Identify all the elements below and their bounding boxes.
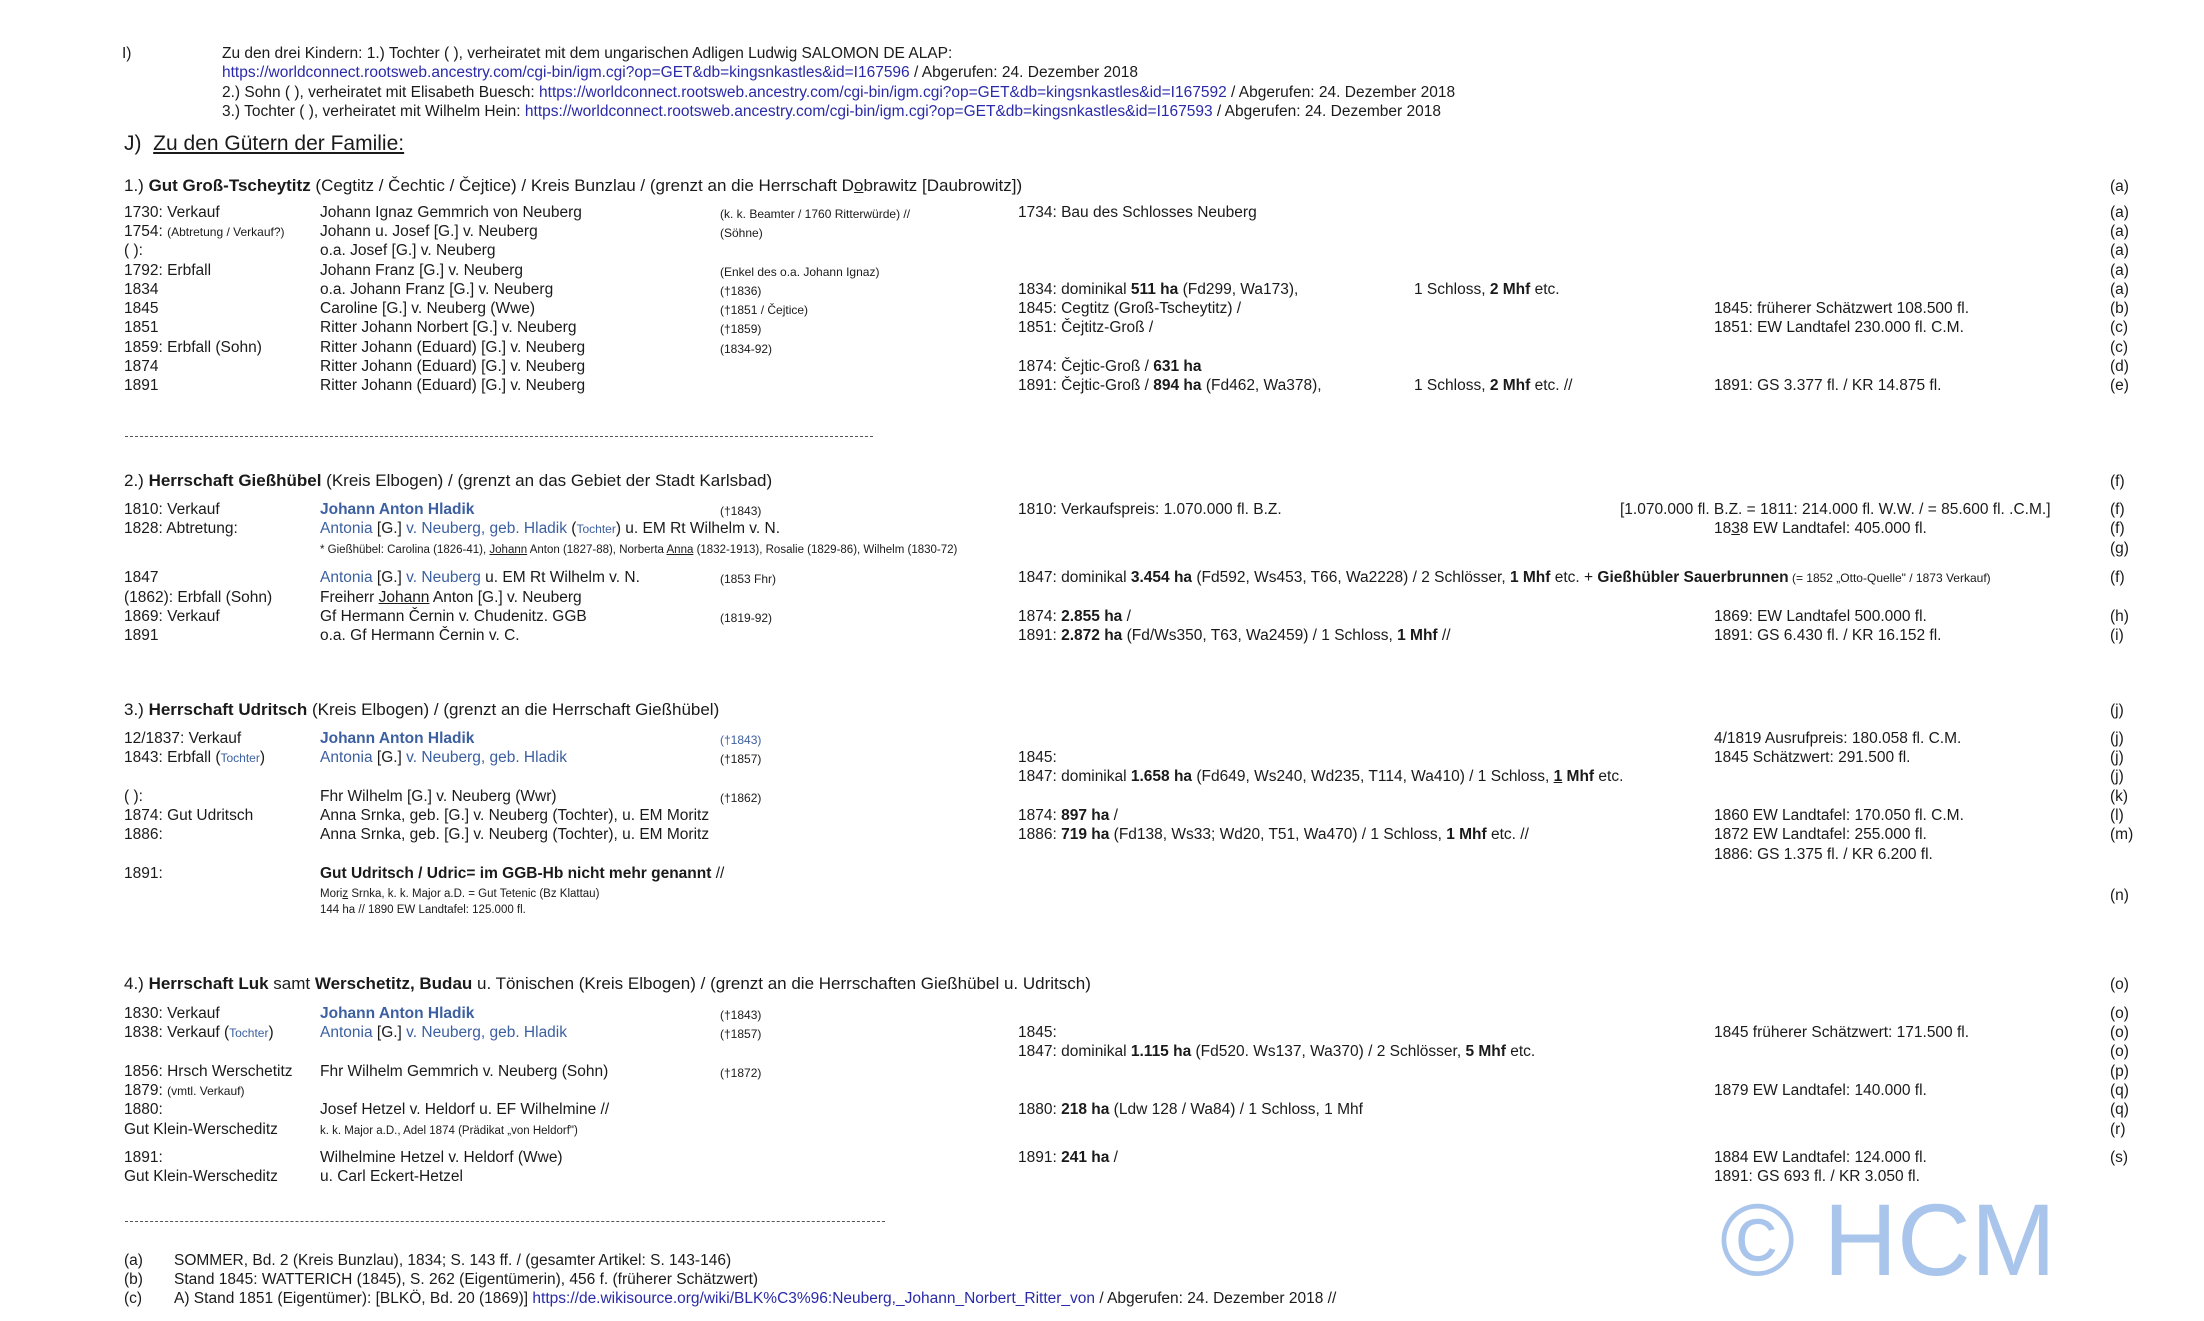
footnote-text: A) Stand 1851 (Eigentümer): [BLKÖ, Bd. 20 (1869)] https://de.wikisource.org/wiki/BLK%C3%96:Neuberg,_Johann_Norbert_Ritter_von / Abgerufen: 24. Dezember 2018 // (174, 1290, 1337, 1307)
info-cell: 1847: dominikal 1.115 ha (Fd520. Ws137, Wa370) / 2 Schlösser, 5 Mhf etc. (1018, 1043, 1536, 1060)
table-row: 1828: Abtretung: (124, 520, 238, 537)
ref-cell: (f) (2110, 501, 2125, 518)
table-row: 1838: Verkauf (Tochter) (124, 1024, 274, 1041)
owner-cell: Johann Anton Hladik (320, 501, 475, 518)
table-row: ( ): (124, 242, 143, 259)
udritsch-note-2: 144 ha // 1890 EW Landtafel: 125.000 fl. (320, 904, 526, 916)
ref-cell: (o) (2110, 1024, 2129, 1041)
table-row: 1874: Gut Udritsch (124, 807, 254, 824)
value-cell: 1869: EW Landtafel 500.000 fl. (1714, 608, 1927, 625)
owner-cell: Ritter Johann (Eduard) [G.] v. Neuberg (320, 358, 586, 375)
value-cell: 1884 EW Landtafel: 124.000 fl. (1714, 1149, 1927, 1166)
wikisource-link[interactable]: https://de.wikisource.org/wiki/BLK%C3%96:Neuberg,_Johann_Norbert_Ritter_von (532, 1290, 1096, 1307)
ref-cell: (f) (2110, 569, 2125, 586)
owner-cell: Anna Srnka, geb. [G.] v. Neuberg (Tochter), u. EM Moritz (320, 807, 710, 824)
value-cell: 1891: GS 3.377 fl. / KR 14.875 fl. (1714, 377, 1942, 394)
ref-cell: (c) (2110, 319, 2129, 336)
table-row: 1891: (124, 1149, 163, 1166)
estate-4-heading: 4.) Herrschaft Luk samt Werschetitz, Budau u. Tönischen (Kreis Elbogen) / (grenzt an die Herrschaften Gießhübel u. Udritsch) (124, 974, 1091, 993)
value-cell: 1851: EW Landtafel 230.000 fl. C.M. (1714, 319, 1964, 336)
ref-cell: (o) (2110, 1043, 2129, 1060)
table-row: 1730: Verkauf (124, 204, 220, 221)
info-cell: 1810: Verkaufspreis: 1.070.000 fl. B.Z. (1018, 501, 1282, 518)
table-row: 1792: Erbfall (124, 262, 212, 279)
value-cell: 1886: GS 1.375 fl. / KR 6.200 fl. (1714, 846, 1933, 863)
info-cell: 1891: Čejtic-Groß / 894 ha (Fd462, Wa378), (1018, 377, 1322, 394)
copyright-watermark: © HCM (1720, 1183, 2056, 1297)
value-cell: [1.070.000 fl. B.Z. = 1811: 214.000 fl. W.W. / = 85.600 fl. .C.M.] (1620, 501, 2051, 518)
table-row: 1834 (124, 281, 159, 298)
info-cell: 1880: 218 ha (Ldw 128 / Wa84) / 1 Schloss, 1 Mhf (1018, 1101, 1363, 1118)
value-cell: 1891: GS 6.430 fl. / KR 16.152 fl. (1714, 627, 1942, 644)
estate-1-ref: (a) (2110, 178, 2129, 195)
owner-cell: o.a. Johann Franz [G.] v. Neuberg (320, 281, 554, 298)
table-row: 1891 (124, 377, 159, 394)
ref-cell: (j) (2110, 730, 2124, 747)
table-row: 1879: (vmtl. Verkauf) (124, 1082, 245, 1099)
note-cell: (Enkel des o.a. Johann Ignaz) (720, 265, 880, 279)
note-cell: (†1843) (720, 733, 762, 747)
ref-cell: (m) (2110, 826, 2134, 843)
ref-cell: (e) (2110, 377, 2129, 394)
note-cell: (Söhne) (720, 226, 763, 240)
ref-cell: (q) (2110, 1082, 2129, 1099)
owner-cell: Antonia [G.] v. Neuberg, geb. Hladik (Tochter) u. EM Rt Wilhelm v. N. (320, 520, 781, 537)
ref-cell: (l) (2110, 807, 2124, 824)
info-cell-2: 1 Schloss, 2 Mhf etc. // (1414, 377, 1573, 394)
owner-cell: Johann Franz [G.] v. Neuberg (320, 262, 524, 279)
note-cell: (†1843) (720, 1008, 762, 1022)
info-cell: 1886: 719 ha (Fd138, Ws33; Wd20, T51, Wa470) / 1 Schloss, 1 Mhf etc. // (1018, 826, 1529, 843)
table-row: 1891 (124, 627, 159, 644)
ref-cell: (a) (2110, 281, 2129, 298)
ref-cell: (j) (2110, 768, 2124, 785)
ref-cell: (c) (2110, 339, 2129, 356)
owner-cell: Fhr Wilhelm Gemmrich v. Neuberg (Sohn) (320, 1063, 609, 1080)
ref-cell: (s) (2110, 1149, 2129, 1166)
value-cell: 4/1819 Ausrufpreis: 180.058 fl. C.M. (1714, 730, 1962, 747)
table-row: 1843: Erbfall (Tochter) (124, 749, 266, 766)
value-cell: 1891: GS 693 fl. / KR 3.050 fl. (1714, 1168, 1920, 1185)
ref-cell: (a) (2110, 204, 2129, 221)
owner-cell: Antonia [G.] v. Neuberg u. EM Rt Wilhelm v. N. (320, 569, 640, 586)
note-cell: (k. k. Beamter / 1760 Ritterwürde) // (720, 207, 911, 221)
value-cell: 1838 EW Landtafel: 405.000 fl. (1714, 520, 1927, 537)
note-cell: (†1857) (720, 1027, 762, 1041)
note-cell: (1819-92) (720, 611, 773, 625)
footnote-divider (125, 1221, 885, 1222)
owner-cell: o.a. Josef [G.] v. Neuberg (320, 242, 496, 259)
children-line-1-link: https://worldconnect.rootsweb.ancestry.com/cgi-bin/igm.cgi?op=GET&db=kingsnkastles&id=I167596 / Abgerufen: 24. Dezember 2018 (222, 64, 1139, 81)
table-row: 1886: (124, 826, 163, 843)
info-cell: 1845: (1018, 749, 1057, 766)
udritsch-note-1: Moriz Srnka, k. k. Major a.D. = Gut Tetenic (Bz Klattau) (320, 888, 600, 900)
ref-cell: (r) (2110, 1121, 2126, 1138)
note-cell: (†1836) (720, 284, 762, 298)
note-cell: (1834-92) (720, 342, 773, 356)
ref-cell: (g) (2110, 540, 2129, 557)
table-row: 1845 (124, 300, 159, 317)
info-cell: 1734: Bau des Schlosses Neuberg (1018, 204, 1257, 221)
info-cell: 1847: dominikal 3.454 ha (Fd592, Ws453, T66, Wa2228) / 2 Schlösser, 1 Mhf etc. + Gießhübler Sauerbrunnen (= 1852 „Otto-Quelle" / 1873 Verkauf) (1018, 569, 1991, 586)
table-row: 1754: (Abtretung / Verkauf?) (124, 223, 285, 240)
info-cell: 1851: Čejtitz-Groß / (1018, 319, 1154, 336)
children-note: * Gießhübel: Carolina (1826-41), Johann Anton (1827-88), Norberta Anna (1832-1913), Rosalie (1829-86), Wilhelm (1830-72) (320, 544, 958, 556)
owner-cell: Fhr Wilhelm [G.] v. Neuberg (Wwr) (320, 788, 557, 805)
section-i-marker: I) (122, 45, 132, 62)
owner-cell: Ritter Johann (Eduard) [G.] v. Neuberg (320, 377, 586, 394)
owner-cell: Freiherr Johann Anton [G.] v. Neuberg (320, 589, 582, 606)
owner-cell: Johann Anton Hladik (320, 1005, 475, 1022)
children-line-2: 2.) Sohn ( ), verheiratet mit Elisabeth Buesch: https://worldconnect.rootsweb.ancestry.com/cgi-bin/igm.cgi?op=GET&db=kingsnkastles&id=I167592 / Abgerufen: 24. Dezember 2018 (222, 84, 1456, 101)
table-row: (1862): Erbfall (Sohn) (124, 589, 273, 606)
ref-cell: (n) (2110, 887, 2129, 904)
owner-cell: Ritter Johann (Eduard) [G.] v. Neuberg (320, 339, 586, 356)
value-cell: 1845 Schätzwert: 291.500 fl. (1714, 749, 1911, 766)
info-cell: 1845: Cegtitz (Groß-Tscheytitz) / (1018, 300, 1242, 317)
table-row: 12/1837: Verkauf (124, 730, 242, 747)
owner-cell: Josef Hetzel v. Heldorf u. EF Wilhelmine // (320, 1101, 610, 1118)
ref-cell: (f) (2110, 520, 2125, 537)
table-row: ( ): (124, 788, 143, 805)
note-cell: (†1872) (720, 1066, 762, 1080)
table-row: 1851 (124, 319, 159, 336)
worldconnect-link-2[interactable]: https://worldconnect.rootsweb.ancestry.com/cgi-bin/igm.cgi?op=GET&db=kingsnkastles&id=I167592 (539, 84, 1227, 101)
table-row: 1880: (124, 1101, 163, 1118)
info-cell: 1891: 2.872 ha (Fd/Ws350, T63, Wa2459) / 1 Schloss, 1 Mhf // (1018, 627, 1451, 644)
ref-cell: (i) (2110, 627, 2124, 644)
owner-cell: Johann u. Josef [G.] v. Neuberg (320, 223, 538, 240)
ref-cell: (q) (2110, 1101, 2129, 1118)
table-row: 1891: (124, 865, 163, 882)
info-cell: 1874: Čejtic-Groß / 631 ha (1018, 358, 1202, 375)
owner-cell: Antonia [G.] v. Neuberg, geb. Hladik (320, 749, 567, 766)
value-cell: 1879 EW Landtafel: 140.000 fl. (1714, 1082, 1927, 1099)
ref-cell: (b) (2110, 300, 2129, 317)
estate-4-ref: (o) (2110, 976, 2129, 993)
note-cell: (†1859) (720, 322, 762, 336)
table-row: Gut Klein-Werscheditz (124, 1168, 278, 1185)
info-cell: 1834: dominikal 511 ha (Fd299, Wa173), (1018, 281, 1299, 298)
owner-cell: Johann Ignaz Gemmrich von Neuberg (320, 204, 582, 221)
table-row: 1810: Verkauf (124, 501, 220, 518)
table-row: 1830: Verkauf (124, 1005, 220, 1022)
value-cell: 1845: früherer Schätzwert 108.500 fl. (1714, 300, 1970, 317)
owner-cell: Antonia [G.] v. Neuberg, geb. Hladik (320, 1024, 567, 1041)
info-cell: 1845: (1018, 1024, 1057, 1041)
owner-cell: k. k. Major a.D., Adel 1874 (Prädikat „von Heldorf") (320, 1125, 578, 1137)
note-cell: (†1857) (720, 752, 762, 766)
note-cell: (†1851 / Čejtice) (720, 303, 809, 317)
note-cell: (†1843) (720, 504, 762, 518)
ref-cell: (k) (2110, 788, 2129, 805)
owner-cell: Gut Udritsch / Udric= im GGB-Hb nicht mehr genannt // (320, 865, 725, 882)
footnote-text: Stand 1845: WATTERICH (1845), S. 262 (Eigentümerin), 456 f. (früherer Schätzwert) (174, 1271, 759, 1288)
footnote-marker: (b) (124, 1271, 143, 1288)
value-cell: 1860 EW Landtafel: 170.050 fl. C.M. (1714, 807, 1964, 824)
info-cell: 1847: dominikal 1.658 ha (Fd649, Ws240, Wd235, T114, Wa410) / 1 Schloss, 1 Mhf etc. (1018, 768, 1624, 785)
section-j-heading: J) Zu den Gütern der Familie: (124, 132, 405, 155)
section-divider (125, 436, 873, 437)
value-cell: 1845 früherer Schätzwert: 171.500 fl. (1714, 1024, 1970, 1041)
table-row: 1859: Erbfall (Sohn) (124, 339, 262, 356)
owner-cell: Anna Srnka, geb. [G.] v. Neuberg (Tochter), u. EM Moritz (320, 826, 710, 843)
children-line-1: Zu den drei Kindern: 1.) Tochter ( ), verheiratet mit dem ungarischen Adligen Ludwig SALOMON DE ALAP: (222, 45, 953, 62)
ref-cell: (a) (2110, 242, 2129, 259)
estate-2-heading: 2.) Herrschaft Gießhübel (Kreis Elbogen) / (grenzt an das Gebiet der Stadt Karlsbad) (124, 471, 773, 490)
children-line-3: 3.) Tochter ( ), verheiratet mit Wilhelm Hein: https://worldconnect.rootsweb.ancestry.com/cgi-bin/igm.cgi?op=GET&db=kingsnkastles&id=I167593 / Abgerufen: 24. Dezember 2018 (222, 103, 1441, 120)
footnote-marker: (c) (124, 1290, 143, 1307)
ref-cell: (a) (2110, 223, 2129, 240)
owner-cell: Wilhelmine Hetzel v. Heldorf (Wwe) (320, 1149, 563, 1166)
table-row: Gut Klein-Werscheditz (124, 1121, 278, 1138)
table-row: 1869: Verkauf (124, 608, 220, 625)
info-cell-2: 1 Schloss, 2 Mhf etc. (1414, 281, 1560, 298)
owner-cell: Johann Anton Hladik (320, 730, 475, 747)
note-cell: (†1862) (720, 791, 762, 805)
estate-1-heading: 1.) Gut Groß-Tscheytitz (Cegtitz / Čechtic / Čejtice) / Kreis Bunzlau / (grenzt an die Herrschaft Dobrawitz [Daubrowitz]) (124, 176, 1023, 195)
footnote-marker: (a) (124, 1252, 143, 1269)
owner-cell: o.a. Gf Hermann Černin v. C. (320, 627, 520, 644)
worldconnect-link-3[interactable]: https://worldconnect.rootsweb.ancestry.com/cgi-bin/igm.cgi?op=GET&db=kingsnkastles&id=I167593 (524, 103, 1213, 120)
ref-cell: (p) (2110, 1063, 2129, 1080)
note-cell: (1853 Fhr) (720, 572, 777, 586)
worldconnect-link-1[interactable]: https://worldconnect.rootsweb.ancestry.com/cgi-bin/igm.cgi?op=GET&db=kingsnkastles&id=I167596 (222, 64, 910, 81)
ref-cell: (o) (2110, 1005, 2129, 1022)
owner-cell: Ritter Johann Norbert [G.] v. Neuberg (320, 319, 577, 336)
ref-cell: (d) (2110, 358, 2129, 375)
value-cell: 1872 EW Landtafel: 255.000 fl. (1714, 826, 1927, 843)
ref-cell: (j) (2110, 749, 2124, 766)
ref-cell: (a) (2110, 262, 2129, 279)
footnote-text: SOMMER, Bd. 2 (Kreis Bunzlau), 1834; S. 143 ff. / (gesamter Artikel: S. 143-146) (174, 1252, 732, 1269)
estate-3-heading: 3.) Herrschaft Udritsch (Kreis Elbogen) / (grenzt an die Herrschaft Gießhübel) (124, 700, 720, 719)
info-cell: 1874: 897 ha / (1018, 807, 1118, 824)
estate-2-ref: (f) (2110, 473, 2125, 490)
info-cell: 1874: 2.855 ha / (1018, 608, 1131, 625)
owner-cell: u. Carl Eckert-Hetzel (320, 1168, 463, 1185)
table-row: 1847 (124, 569, 159, 586)
table-row: 1856: Hrsch Werschetitz (124, 1063, 293, 1080)
estate-3-ref: (j) (2110, 702, 2124, 719)
table-row: 1874 (124, 358, 159, 375)
ref-cell: (h) (2110, 608, 2129, 625)
owner-cell: Gf Hermann Černin v. Chudenitz. GGB (320, 608, 587, 625)
info-cell: 1891: 241 ha / (1018, 1149, 1118, 1166)
owner-cell: Caroline [G.] v. Neuberg (Wwe) (320, 300, 536, 317)
